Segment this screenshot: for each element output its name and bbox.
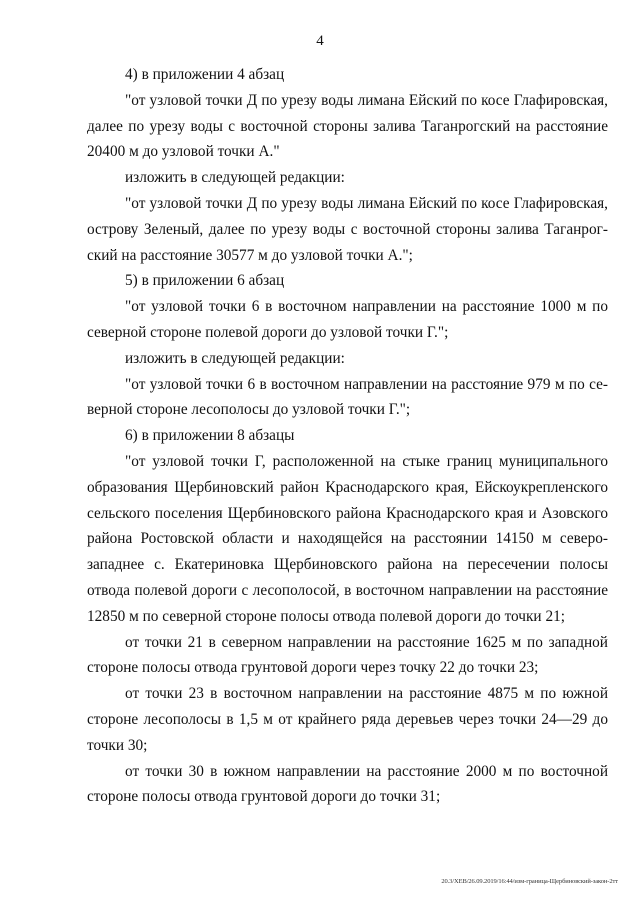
paragraph-item6-heading: 6) в приложении 8 абзацы bbox=[125, 427, 295, 445]
paragraph-item5-new-text: "от узловой точки 6 в восточном направлении на расстояние 979 м по северной стороне лесополосы до узловой точки Г."; bbox=[87, 375, 608, 419]
paragraph-item5-heading: 5) в приложении 6 абзац bbox=[125, 272, 285, 290]
paragraph-item5-instruction: изложить в следующей редакции: bbox=[125, 349, 345, 367]
paragraph-item6-point-30: от точки 30 в южном направлении на расстояние 2000 м по восточной стороне полосы отвода грунтовой дороги до точки 31; bbox=[87, 762, 608, 806]
document-body bbox=[87, 62, 608, 810]
paragraph-item6-point-23: от точки 23 в восточном направлении на расстояние 4875 м по южной стороне лесополосы в 1,5 м от крайнего ряда деревьев через точки 24—29 до точки 30; bbox=[87, 685, 608, 754]
paragraph-item6-point-21: от точки 21 в северном направлении на расстояние 1625 м по западной стороне полосы отвода грунтовой дороги через точку 22 до точки 23; bbox=[87, 633, 608, 677]
paragraph-item4-heading: 4) в приложении 4 абзац bbox=[125, 66, 285, 83]
paragraph-item6-point-g: "от узловой точки Г, расположенной на стыке границ муниципального образования Щербиновский район Краснодарского края, Ейскоукрепленского сельского поселения Щербиновского района Краснодарского края и Азовского района Ростовской области и находящейся на расстоянии 14150 м северозападнее с. Екатериновка Щербиновского района на пересечении полосы отвода полевой дороги с лесополосой, в восточном направлении на расстояние 12850 м по северной стороне полосы отвода полевой дороги до точки 21; bbox=[87, 452, 608, 625]
paragraph-item4-new-text: "от узловой точки Д по урезу воды лимана Ейский по косе Глафировская, острову Зеленый, далее по урезу воды с восточной стороны залива Таганрогский на расстояние 30577 м до узловой точки А."; bbox=[87, 194, 608, 264]
document-footer-code: 20.3/ХЕВ/26.09.2019/16:44/изм-граница-Щербиновский-закон-2тт bbox=[441, 878, 618, 885]
paragraph-item5-old-text: "от узловой точки 6 в восточном направлении на расстояние 1000 м по северной стороне полевой дороги до узловой точки Г."; bbox=[87, 298, 608, 341]
page-number: 4 bbox=[316, 33, 324, 49]
paragraph-item4-old-text: "от узловой точки Д по урезу воды лимана Ейский по косе Глафировская, далее по урезу воды с восточной стороны залива Таганрогский на расстояние 20400 м до узловой точки А." bbox=[87, 91, 608, 161]
paragraph-item4-instruction: изложить в следующей редакции: bbox=[125, 169, 345, 187]
